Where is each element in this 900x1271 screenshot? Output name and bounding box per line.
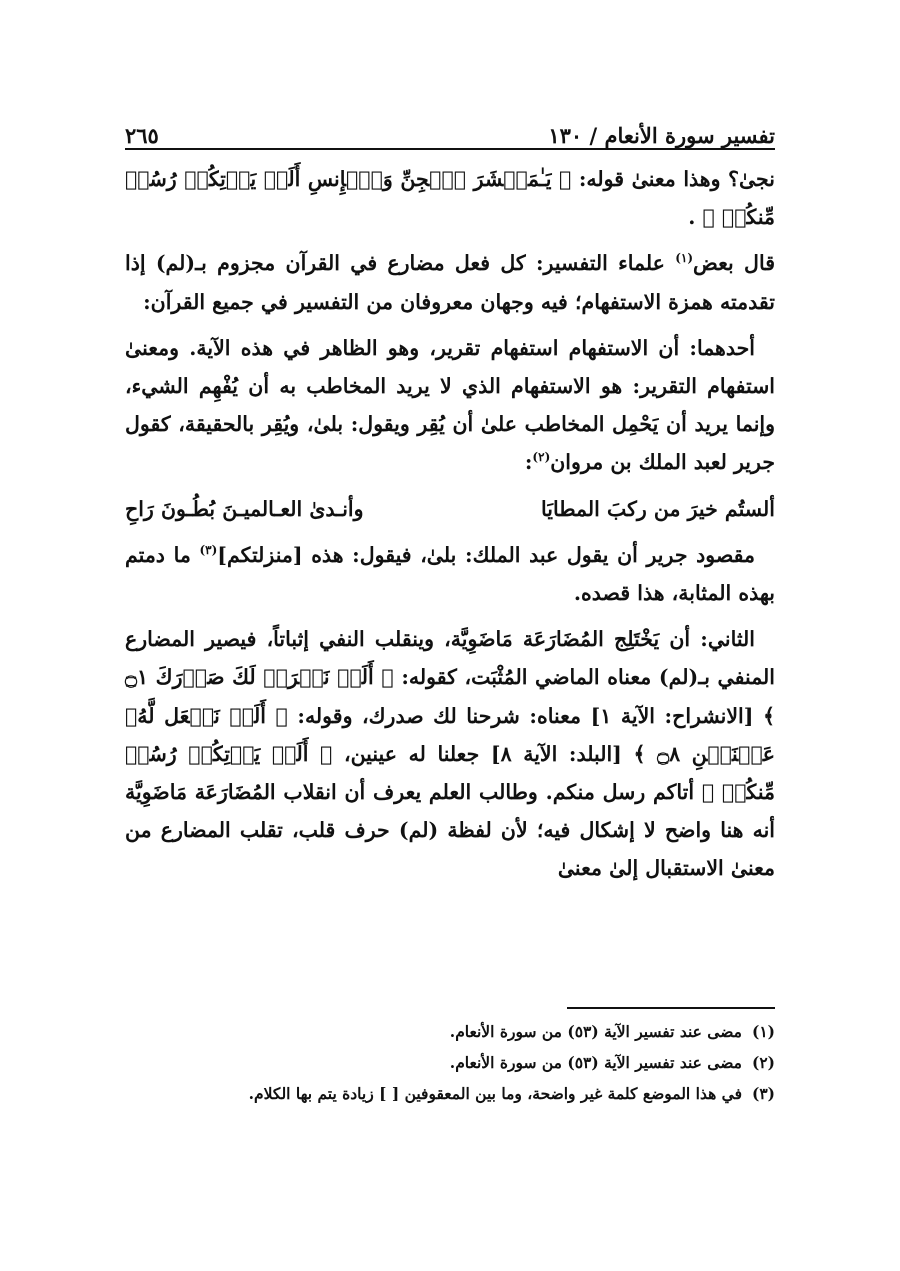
footnote-text: في هذا الموضع كلمة غير واضحة، وما بين المعقوفين [ ] زيادة يتم بها الكلام. (248, 1084, 742, 1103)
paragraph-2: قال بعض$^{(١)}$ علماء التفسير: كل فعل مضارع في القرآن مجزوم بـ(لم) إذا تقدمته همزة الاستفهام؛ فيه وجهان معروفان من التفسير في جميع القرآن: (125, 251, 775, 314)
header-rule (125, 148, 775, 150)
poem-verse (125, 490, 775, 528)
paragraph-3: أحدهما: أن الاستفهام استفهام تقرير، وهو الظاهر في هذه الآية. ومعنىٰ استفهام التقرير: هو الاستفهام الذي لا يريد المخاطب به أن يُفْهِم الشيء، وإنما يريد أن يَحْمِل المخاطب علىٰ أن يُقِر ويقول: بلىٰ، ويُقِر بالحقيقة، كقول جرير لعبد الملك بن مروان$^{(٢)}$: (125, 335, 775, 475)
footnote-number: (١) (751, 1022, 775, 1041)
paragraph-5: الثاني: أن يَخْتَلِج المُضَارَعَة مَاضَوِيَّة، وينقلب النفي إثباتاً، فيصير المضارع المنفي بـ(لم) معناه الماضي المُثْبَت، كقوله: ﴿ أَلَمۡ نَشۡرَحۡ لَكَ صَدۡرَكَ ۝١ ﴾ [الانشراح: الآية ١] معناه: شرحنا لك صدرك، وقوله: ﴿ أَلَمۡ نَجۡعَل لَّهُۥ عَيۡنَيۡنِ ۝٨ ﴾ [البلد: الآية ٨] جعلنا له عينين، ﴿ أَلَمۡ يَأۡتِكُمۡ رُسُلٞ مِّنكُمۡ ﴾ أتاكم رسل منكم. وطالب العلم يعرف أن انقلاب المُضَارَعَة مَاضَوِيَّة أنه هنا واضح لا إشكال فيه؛ لأن لفظة (لم) حرف قلب، تقلب المضارع من معنىٰ الاستقبال إلىٰ معنىٰ (125, 627, 775, 881)
document-page (125, 0, 775, 1271)
footnote-number: (٣) (751, 1084, 775, 1103)
quran-verse: ﴿ أَلَمۡ نَشۡرَحۡ لَكَ صَدۡرَكَ ۝١ ﴾ (125, 665, 775, 728)
footnote-text: مضى عند تفسير الآية (٥٣) من سورة الأنعام. (449, 1053, 742, 1072)
page-number: ٢٦٥ (125, 123, 159, 148)
paragraph-4: مقصود جرير أن يقول عبد الملك: بلىٰ، فيقول: هذه [منزلتكم]$^{(٣)}$ ما دمتم بهذه المثابة، هذا قصده. (125, 542, 775, 606)
footnote-ref[interactable]: (٢) (532, 450, 551, 465)
footnote (125, 1079, 775, 1108)
footnotes (125, 1017, 775, 1110)
running-title: تفسير سورة الأنعام / ١٣٠ (548, 123, 775, 148)
footnote-ref[interactable]: (٣) (199, 543, 218, 557)
footnote-ref[interactable]: (١) (675, 251, 694, 266)
poem-hemistich-second: وأنـدىٰ العـالميـنَ بُطُـونَ رَاحِ (125, 496, 364, 521)
running-header (125, 112, 775, 148)
quran-verse: ﴿ يَـٰمَعۡشَرَ ٱلۡجِنِّ وَٱلۡإِنسِ أَلَمۡ يَأۡتِكُمۡ رُسُلٞ مِّنكُمۡ ﴾ (125, 167, 775, 230)
quran-verse: ﴿ أَلَمۡ نَجۡعَل لَّهُۥ عَيۡنَيۡنِ ۝٨ ﴾ (125, 703, 775, 766)
footnote-separator (567, 1007, 775, 1009)
footnote (125, 1017, 775, 1046)
footnote-text: مضى عند تفسير الآية (٥٣) من سورة الأنعام. (449, 1022, 742, 1041)
footnote (125, 1048, 775, 1077)
paragraph-1: نجىٰ؟ وهذا معنىٰ قوله: ﴿ يَـٰمَعۡشَرَ ٱلۡجِنِّ وَٱلۡإِنسِ أَلَمۡ يَأۡتِكُمۡ رُسُلٞ مِّنكُمۡ ﴾ . (125, 167, 775, 230)
main-text (125, 160, 775, 896)
quran-verse: ﴿ أَلَمۡ يَأۡتِكُمۡ رُسُلٞ مِّنكُمۡ ﴾ (125, 741, 775, 805)
footnote-number: (٢) (751, 1053, 775, 1072)
poem-hemistich-first: ألستُم خيرَ من ركبَ المطايَا (541, 496, 775, 521)
